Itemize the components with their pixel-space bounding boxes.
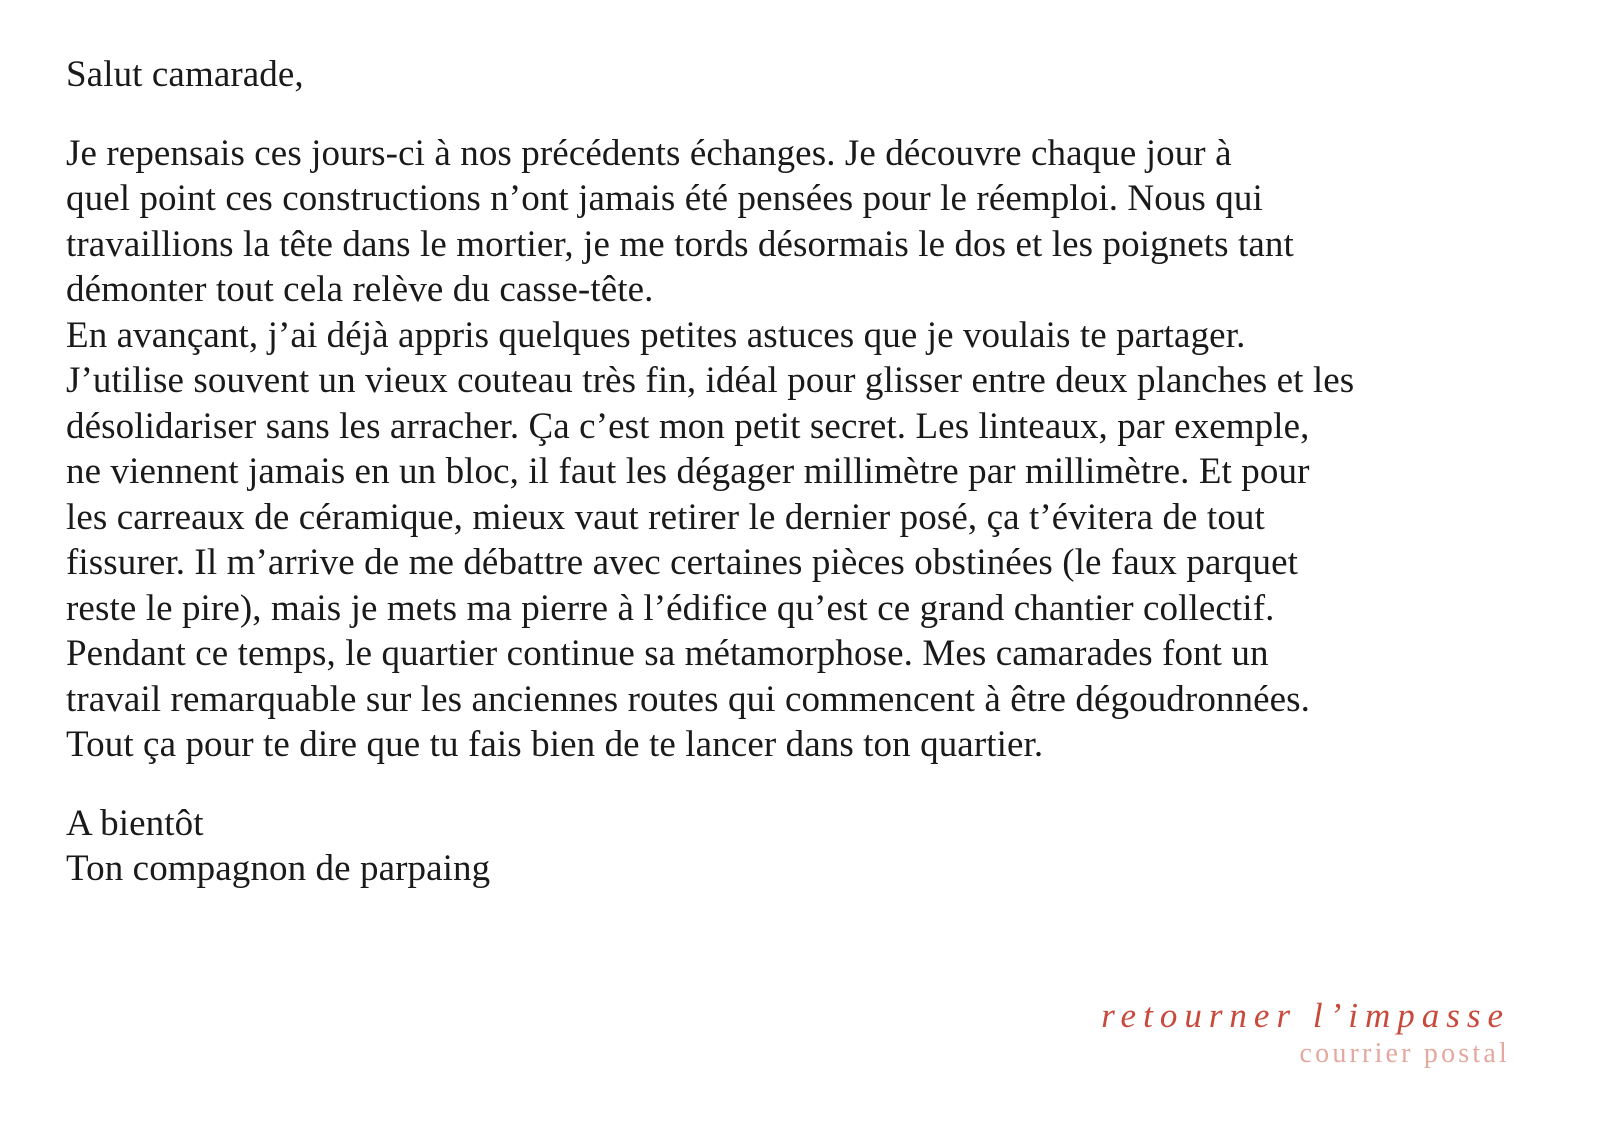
letter-line: Je repensais ces jours-ci à nos précédents échanges. Je découvre chaque jour à [66, 132, 1232, 174]
letter-line: En avançant, j’ai déjà appris quelques petites astuces que je voulais te partager. [66, 314, 1246, 356]
letter-body [66, 131, 1546, 768]
letter-line: Pendant ce temps, le quartier continue sa métamorphose. Mes camarades font un [66, 633, 1269, 674]
letter-line: quel point ces constructions n’ont jamais été pensées pour le réemploi. Nous qui [66, 178, 1263, 219]
branding [1101, 996, 1510, 1071]
letter-line: travail remarquable sur les anciennes routes qui commencent à être dégoudronnées. [66, 678, 1311, 720]
letter-closing [66, 801, 1546, 892]
letter-greeting: Salut camarade, [66, 54, 304, 95]
letter-line: fissurer. Il m’arrive de me débattre avec certaines pièces obstinées (le faux parquet [66, 542, 1299, 583]
letter-line: les carreaux de céramique, mieux vaut retirer le dernier posé, ça t’évitera de tout [66, 496, 1265, 538]
signature: Ton compagnon de parpaing [66, 848, 491, 889]
letter-line: travaillions la tête dans le mortier, je me tords désormais le dos et les poignets tant [66, 223, 1294, 265]
letter-line: désolidariser sans les arracher. Ça c’est mon petit secret. Les linteaux, par exemple, [66, 405, 1310, 447]
letter-line: ne viennent jamais en un bloc, il faut les dégager millimètre par millimètre. Et pour [66, 451, 1310, 492]
letter-line: Tout ça pour te dire que tu fais bien de te lancer dans ton quartier. [66, 724, 1044, 765]
letter-line: démonter tout cela relève du casse-tête. [66, 269, 654, 310]
letter-line: reste le pire), mais je mets ma pierre à l’édifice qu’est ce grand chantier collectif. [66, 587, 1275, 629]
letter [66, 52, 1546, 892]
brand-title: retourner l’impasse [1101, 996, 1510, 1035]
brand-subtitle: courrier postal [1299, 1038, 1510, 1069]
closing-line: A bientôt [66, 802, 204, 844]
letter-line: J’utilise souvent un vieux couteau très fin, idéal pour glisser entre deux planches et les [66, 360, 1355, 401]
